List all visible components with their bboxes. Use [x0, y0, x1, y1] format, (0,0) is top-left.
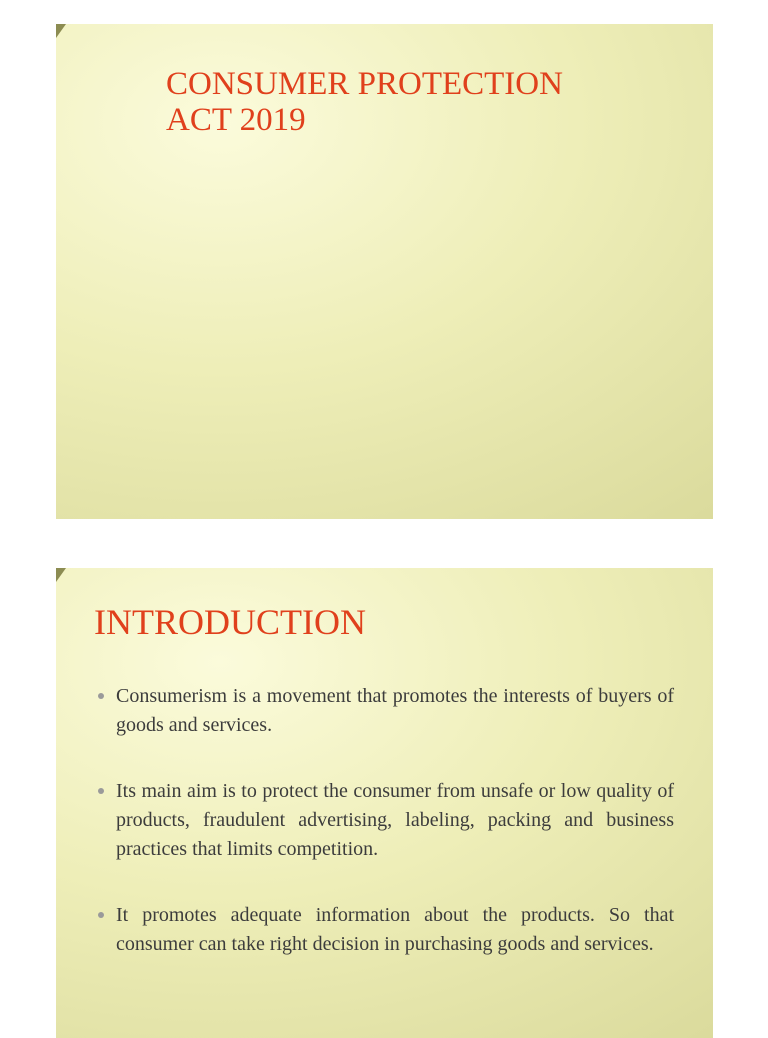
- title-line-2: ACT 2019: [166, 102, 306, 138]
- bullet-dot-icon: [98, 788, 104, 794]
- bullet-text: Consumerism is a movement that promotes the interests of buyers of goods and services.: [116, 685, 674, 736]
- title-line-1: CONSUMER PROTECTION: [166, 66, 563, 102]
- slide-introduction: [56, 568, 713, 1038]
- bullet-dot-icon: [98, 693, 104, 699]
- corner-fold-decoration: [56, 568, 66, 582]
- slide-title-heading: [166, 66, 563, 138]
- introduction-heading: INTRODUCTION: [94, 602, 366, 642]
- bullet-list: [94, 682, 674, 996]
- bullet-item: [94, 777, 674, 864]
- corner-fold-decoration: [56, 24, 66, 38]
- bullet-item: [94, 682, 674, 740]
- bullet-text: Its main aim is to protect the consumer from unsafe or low quality of products, fraudulent advertising, labeling, packing and business practices that limits competition.: [116, 780, 674, 860]
- bullet-text: It promotes adequate information about the products. So that consumer can take right decision in purchasing goods and services.: [116, 904, 674, 955]
- bullet-item: [94, 901, 674, 959]
- slide-title: [56, 24, 713, 519]
- bullet-dot-icon: [98, 912, 104, 918]
